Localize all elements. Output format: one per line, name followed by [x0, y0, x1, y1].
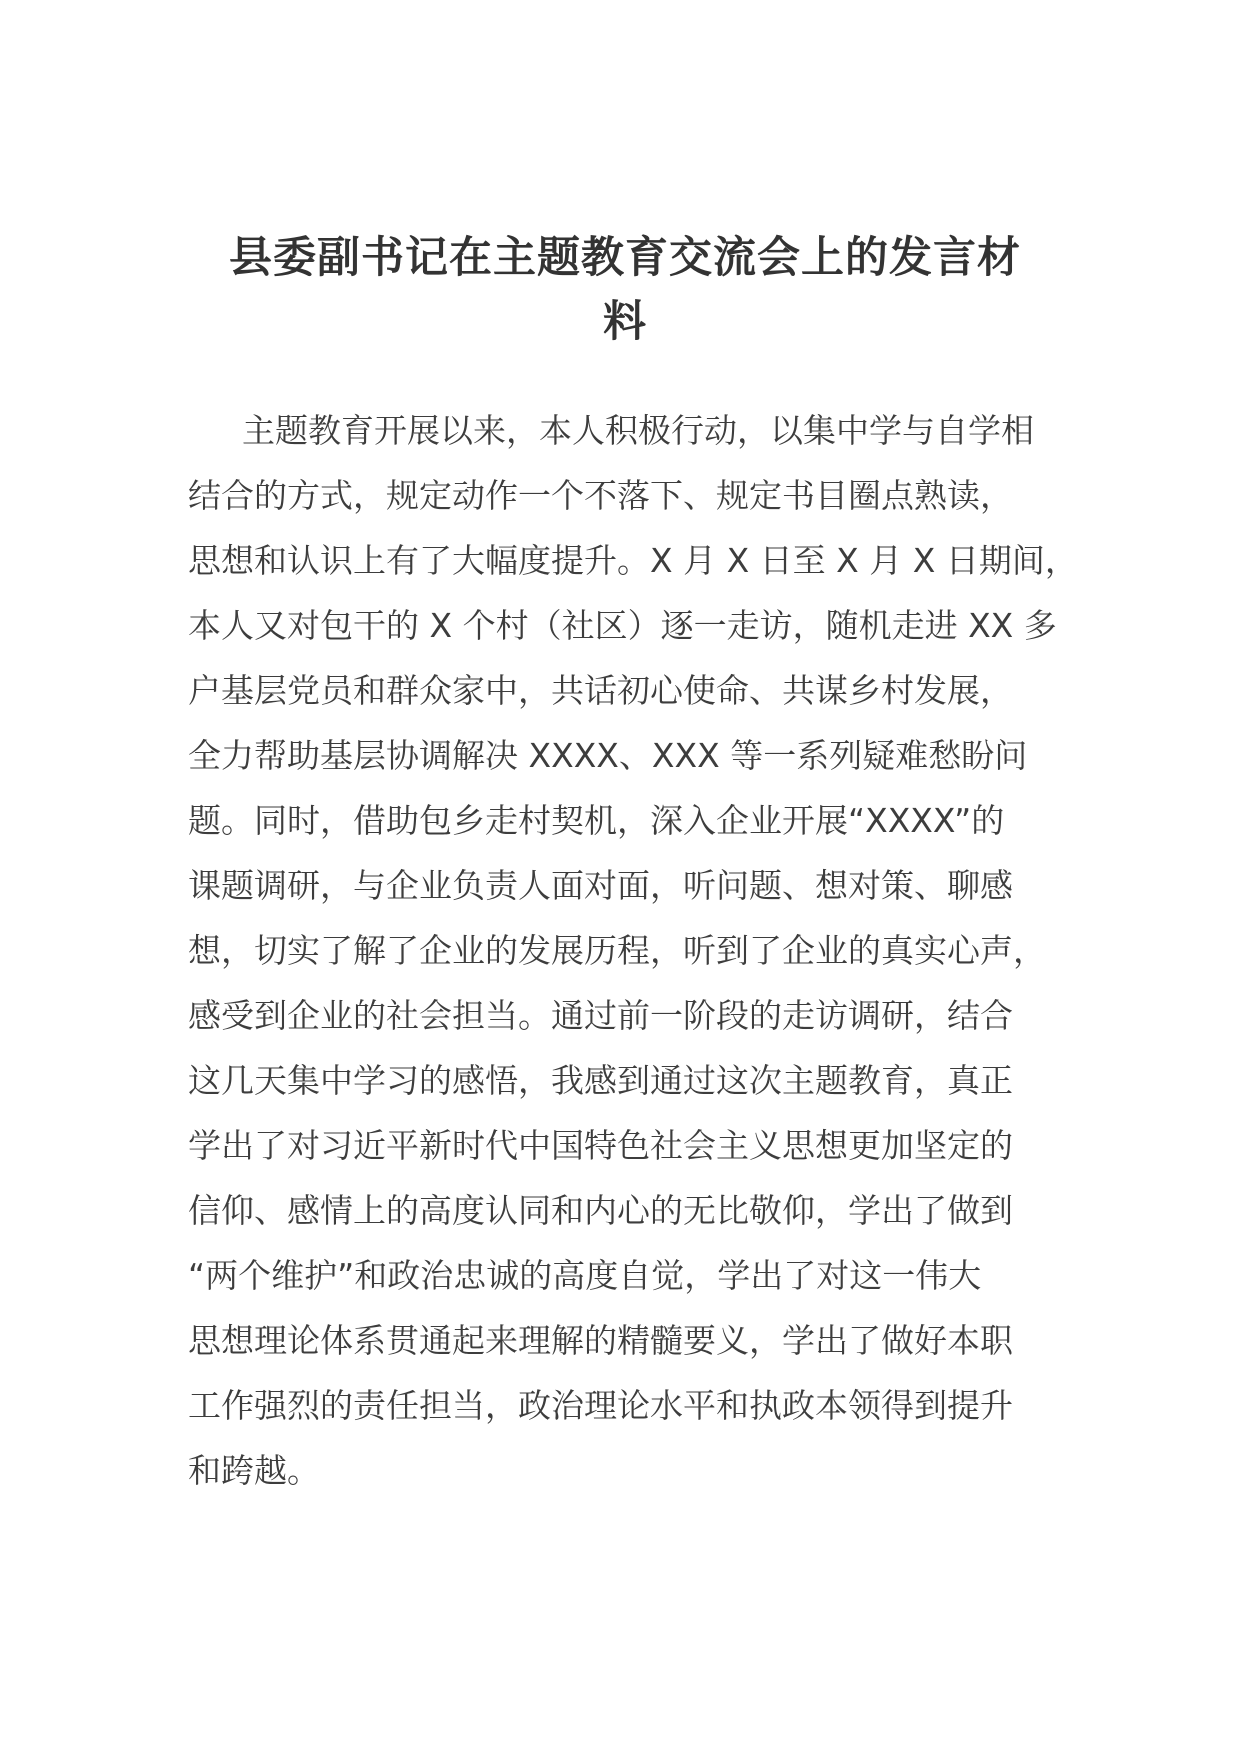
- body-line: 题。同时，借助包乡走村契机，深入企业开展“XXXX”的: [188, 801, 1005, 840]
- document-title-line-2: 料: [603, 297, 647, 347]
- body-line: 学出了对习近平新时代中国特色社会主义思想更加坚定的: [188, 1126, 1013, 1165]
- body-line: 全力帮助基层协调解决 XXXX、XXX 等一系列疑难愁盼问: [188, 736, 1028, 775]
- body-line: 结合的方式，规定动作一个不落下、规定书目圈点熟读，: [188, 476, 1013, 515]
- body-line: 户基层党员和群众家中，共话初心使命、共谋乡村发展，: [188, 671, 1013, 710]
- body-line: 感受到企业的社会担当。通过前一阶段的走访调研，结合: [188, 996, 1013, 1035]
- body-line: 课题调研，与企业负责人面对面，听问题、想对策、聊感: [188, 866, 1013, 905]
- body-line: 这几天集中学习的感悟，我感到通过这次主题教育，真正: [188, 1061, 1013, 1100]
- body-line: 想，切实了解了企业的发展历程，听到了企业的真实心声，: [188, 931, 1046, 970]
- document-title-line-1: 县委副书记在主题教育交流会上的发言材: [229, 233, 1021, 283]
- body-line: 信仰、感情上的高度认同和内心的无比敬仰，学出了做到: [188, 1191, 1013, 1230]
- document-title: [190, 226, 1060, 354]
- body-line: 主题教育开展以来，本人积极行动，以集中学与自学相: [242, 411, 1034, 450]
- body-line: 和跨越。: [188, 1451, 320, 1490]
- document-body: [188, 398, 1078, 1503]
- body-line: “两个维护”和政治忠诚的高度自觉，学出了对这一伟大: [188, 1256, 982, 1295]
- body-line: 本人又对包干的 X 个村（社区）逐一走访，随机走进 XX 多: [188, 606, 1057, 645]
- body-line: 思想和认识上有了大幅度提升。X 月 X 日至 X 月 X 日期间，: [188, 541, 1078, 580]
- body-line: 工作强烈的责任担当，政治理论水平和执政本领得到提升: [188, 1386, 1013, 1425]
- body-line: 思想理论体系贯通起来理解的精髓要义，学出了做好本职: [188, 1321, 1013, 1360]
